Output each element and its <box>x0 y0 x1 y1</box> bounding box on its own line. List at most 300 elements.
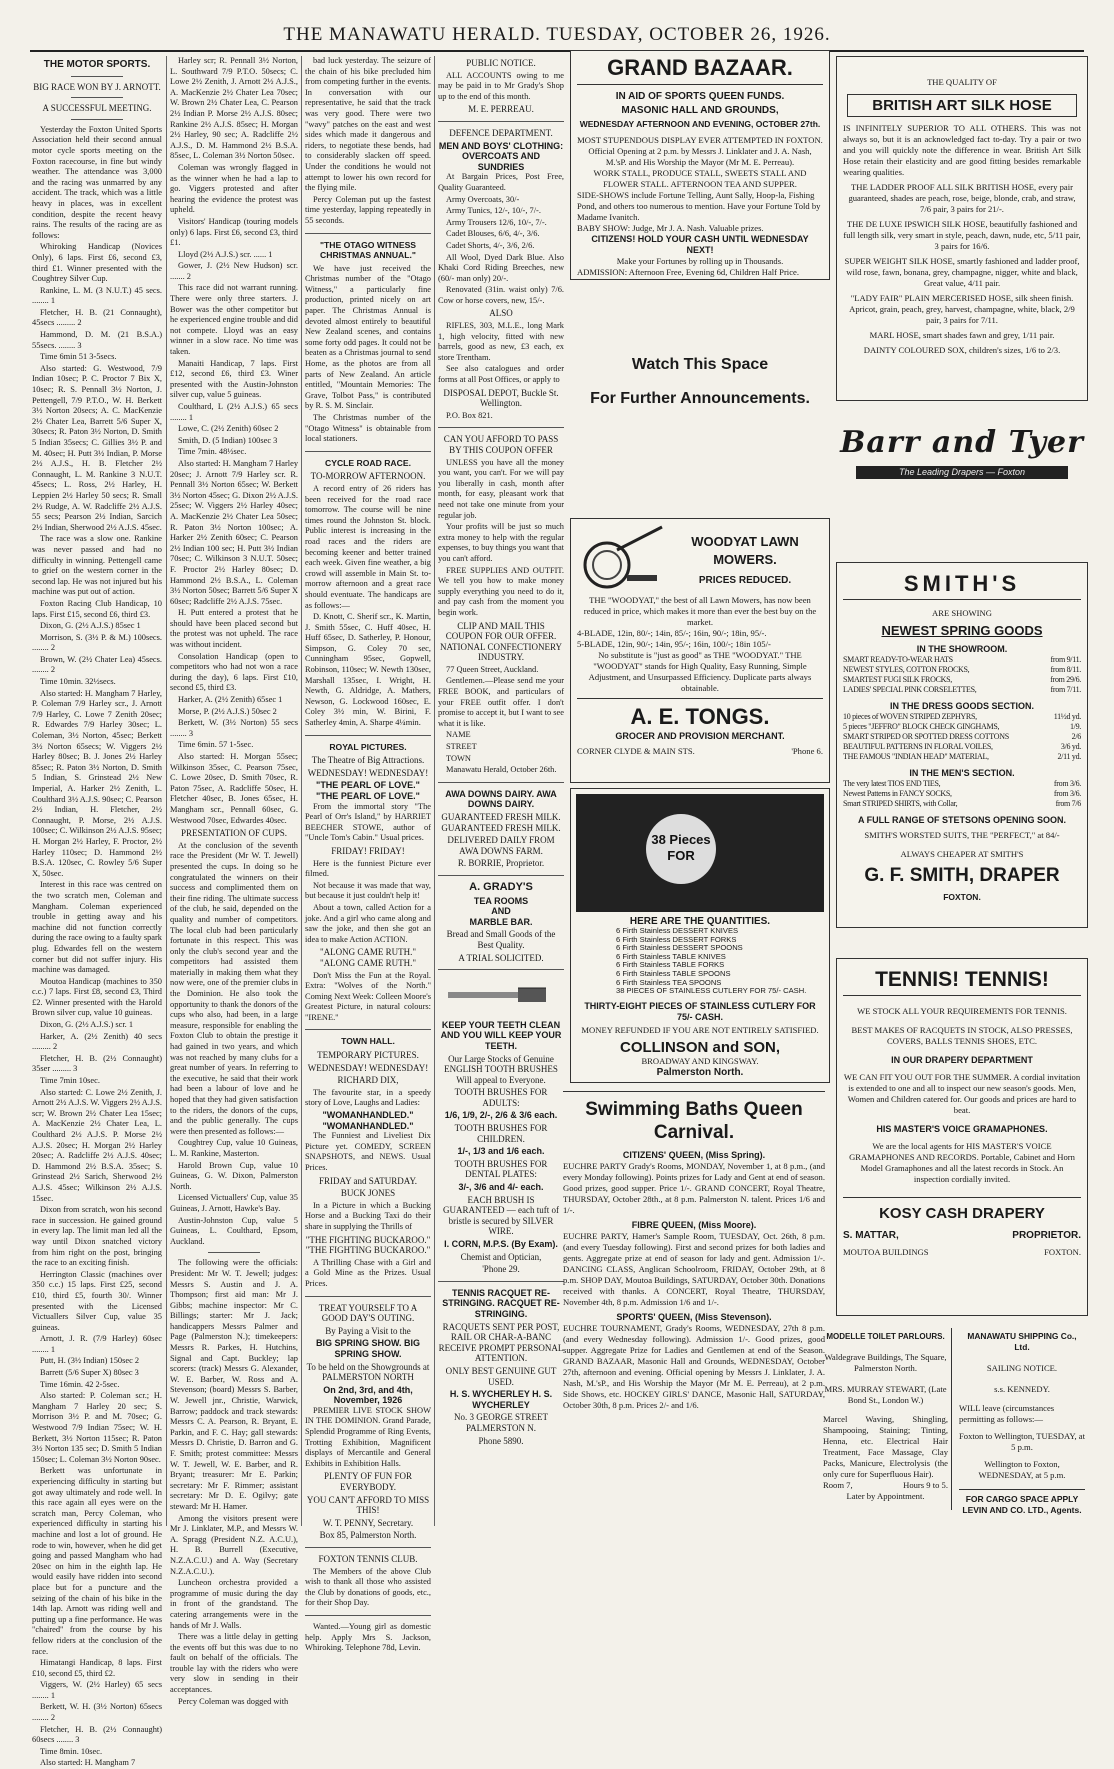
ad-line: SMITH'S WORSTED SUITS, THE "PERFECT," at 84/- <box>864 830 1060 840</box>
item-name: 5 pieces "JEFFRO" BLOCK CHECK GINGHAMS, <box>843 722 1000 731</box>
paragraph: RIFLES, 303, M.L.E., long Mark 1, high velocity, fitted with new barrels, good as new, £3 each, ex store Trentham. <box>438 321 564 362</box>
result-line: Viggers, W. (2½ Harley) 65 secs ........ 1 <box>32 1680 162 1700</box>
ad-line: Waldegrave Buildings, The Square, Palmerston North. <box>824 1352 947 1373</box>
time-line: Time 7min. 48½sec. <box>178 447 247 457</box>
time-line: Time 6min. 57 1-5sec. <box>178 740 254 750</box>
ad-body: WORK STALL, PRODUCE STALL, SWEETS STALL AND FLOWER STALL. AFTERNOON TEA AND SUPPER. <box>593 168 807 189</box>
tennis-ad <box>836 958 1088 1316</box>
ad-subheading: TEMPORARY PICTURES. <box>317 1050 419 1061</box>
paragraph: Manaiti Handicap, 7 laps. First £12, second £6, third £3. Winer presented with the Austin-Johnston silver cup, value 5 guineas. <box>170 358 298 400</box>
paragraph: Also started: H. Mangham 7 Harley 20sec; J. Arnott 7/9 Harley scr. R. Pennall 3½ Norton 65sec; W. Berkett 3½ Norton 45sec; G. Dixon 2½ A.J.S. 25sec; W. Viggers 2½ Harley 40sec; A. MacKenzie 2½ Chater Lea 50sec; R. Paton 3½ Norton 100sec; A. Harker 2½ Zenith 60sec; C. Pearson 2½ Indian 100 sec; H. Putt 3½ Indian 70sec; C. Wilkinson 3 N.U.T. 50sec; F. Proctor 2½ Harley 80sec; D. Hammond 2½ B.S.A., L. Coleman 3½ Norton 50sec; Barrett 5/6 Super X 60sec; Radcliffe 2½ A.J.S. 75sec. <box>170 458 299 606</box>
ad-body: THE "WOODYAT," the best of all Lawn Mowers, has now been reduced in price, which makes it more than ever the best buy on the market. <box>583 595 817 627</box>
ad-line: Box 85, Palmerston North. <box>319 1530 417 1541</box>
paragraph: P.O. Box 821. <box>446 410 493 420</box>
ad-line: Room 7, <box>823 1480 853 1490</box>
ad-line: PLENTY OF FUN FOR EVERYBODY. <box>324 1471 412 1493</box>
ad-line: FOXTON. <box>943 892 981 902</box>
result-line: Rankine, L. M. (3 N.U.T.) 45 secs. ........ 1 <box>32 285 162 306</box>
item-price: from 9/11. <box>1050 655 1081 664</box>
carnival-ad <box>558 1086 830 1504</box>
film-title: "ALONG CAME RUTH." "ALONG CAME RUTH." <box>319 947 417 968</box>
ad-line: MOUTOA BUILDINGS <box>843 1247 929 1257</box>
quantity-line: 6 Firth Stainless DESSERT SPOONS <box>616 943 743 953</box>
store-name: A. E. TONGS. <box>630 704 770 729</box>
divider <box>305 451 431 452</box>
film-title: "THE FIGHTING BUCKAROO." "THE FIGHTING BUCKAROO." <box>305 1234 431 1256</box>
ad-heading: TOWN HALL. <box>341 1036 395 1047</box>
paragraph: Renovated (31in. waist only) 7/6. Cow or horse covers, new, 15/-. <box>438 285 564 305</box>
column-news <box>305 56 431 1653</box>
result-line: Hammond, D. M. (21 B.S.A.) 55secs. ........ 3 <box>32 330 162 350</box>
paragraph: All Wool, Dyed Dark Blue. Also Khaki Cord Riding Breeches, new (60/- man only) 20/-. <box>438 252 564 283</box>
ad-body: MOST STUPENDOUS DISPLAY EVER ATTEMPTED IN FOXTON. Official Opening at 2 p.m. by Messrs J. Linklater and J. A. Nash, M.'sP. and His Worship the Mayor (Mr M. E. Perreau). <box>577 135 823 167</box>
ad-line: For Further Announcements. <box>590 390 810 407</box>
paragraph: About a town, called Action for a joke. And a girl who came along and saw the joke, and then she got an idea to make Action ACTION. <box>305 902 431 944</box>
item-name: BEAUTIFUL PATTERNS IN FLORAL VOILES, <box>843 742 993 751</box>
ad-line: I. CORN, M.P.S. (By Exam). <box>444 1239 558 1249</box>
ad-line: WEDNESDAY! WEDNESDAY! <box>307 767 429 778</box>
ad-line: EACH BRUSH IS GUARANTEED — each tuft of bristle is secured by SILVER WIRE. <box>443 1194 559 1237</box>
ad-line: 'Phone 29. <box>482 1264 520 1275</box>
result-line: Lowe, C. (2½ Zenith) 60sec 2 <box>178 424 279 434</box>
divider <box>305 233 431 234</box>
item-price: 2/6 <box>1071 732 1081 741</box>
ad-line: H. S. WYCHERLEY H. S. WYCHERLEY <box>449 1389 553 1410</box>
price-line: 1/-, 1/3 and 1/6 each. <box>457 1146 545 1157</box>
cutlery-illustration <box>576 794 824 912</box>
time-line: Time 7min 10sec. <box>40 1076 100 1086</box>
ad-line: FRIDAY! FRIDAY! <box>331 845 405 856</box>
ad-body: DAINTY COLOURED SOX, children's sizes, 1/6 to 2/3. <box>863 345 1061 355</box>
item-name: Smart STRIPED SHIRTS, with Collar, <box>843 799 958 808</box>
paragraph: Interest in this race was centred on the two scratch men, Coleman and Mangham. Coleman experienced trouble in getting away and his machine did not function correctly during the race owing to a faulty spark plug. Edwardes fell on the western corner but did not suffer injury. His machine was damaged. <box>32 880 162 975</box>
column-motor-sports <box>32 56 162 1768</box>
ad-body: SIDE-SHOWS include Fortune Telling, Aunt Sally, Hoop-la, Fishing Pond, and others too numerous to mention. Have your Fortune Told by Madame Ivanitch. <box>577 190 821 222</box>
ad-line: YOU CAN'T AFFORD TO MISS THIS! <box>306 1494 430 1516</box>
paragraph: Also started: H. Morgan 55sec; Wilkinson 35sec, C. Pearson 75sec, C. Lowe 20sec, D. Smith 70sec, R. Paton 75sec, A. Radcliffe 50sec, H. Fletcher 40sec, B. Jones 65sec, H. Mangham scr., Pennall 60sec, G. Westwood 70sec, Edwardes 40sec. <box>170 752 298 825</box>
ad-line: TOOTH BRUSHES FOR CHILDREN. <box>454 1123 548 1144</box>
paragraph: PREMIER LIVE STOCK SHOW IN THE DOMINION. Grand Parade, Splendid Programme of Ring Events, Trotting Exhibition, Magnificent displays of Mercantile and General Exhibits in Exhibition Halls. <box>305 1405 431 1468</box>
ad-body: 4-BLADE, 12in, 80/-; 14in, 85/-; 16in, 90/-; 18in, 95/-. <box>577 628 767 638</box>
column-ads-small <box>438 56 564 1526</box>
paragraph: At Bargain Prices, Post Free, Quality Guaranteed. <box>438 172 564 192</box>
result-line: Brown, W. (2½ Chater Lea) 45secs. ........ 2 <box>32 654 162 675</box>
grand-bazaar-ad <box>570 50 830 280</box>
paragraph: Also started: G. Westwood, 7/9 Indian 10sec; P. C. Proctor 7 Bix X, 10sec; R. S. Pennall 3½ Norton, J. Pettengell, 7/9 P.T.O., W. H. Berkett 3½ Norton 20secs; A. C. MacKenzie 2½ Chater Lea, Barrett 5/6 Super X, 30secs; R. Paton 3½ Norton, D. Smith 5 Indian 35secs; C. Gillies 3½ P. and M. 40sec; H. Putt 3½ Indian, P. Morse 2½ A.J.S., H. B. Fletcher 2½ Connaught, L. M. Rankine 3 N.U.T. 45secs; L. Ross, 2½ Harley, H. Leppien 2½ Harley 50 secs; R. Small 2½ Rudge, A. W. Radcliffe 2½ A.J.S. 55 secs; Pearson 2½ Indian, Sarcich 2½ Indian, Sherwood 2½ A.J.S. 45sec. <box>32 363 162 532</box>
section-heading: PRESENTATION OF CUPS. <box>180 828 288 839</box>
time-line: Time 8min. 10sec. <box>40 1746 103 1756</box>
result-line: Dixon, G. (2½ A.J.S.) scr. 1 <box>40 1020 134 1030</box>
section-heading: IN THE DRESS GOODS SECTION. <box>889 701 1035 711</box>
ad-line: HERE ARE THE QUANTITIES. <box>629 916 771 927</box>
paragraph: Also started: P. Coleman scr.; H. Mangham 7 Harley 20 sec; S. Morrison 3½ P. and M. 70sec; G. Westwood 7/9 Indian 75sec; W. H. Berkett, 3½ Norton 115sec; R. Paton 3½ Norton 135 sec; D. Smith 5 Indian 150sec; L. Coleman 3½ Norton 90sec. <box>32 1391 162 1464</box>
section-heading: IN THE MEN'S SECTION. <box>909 768 1015 778</box>
ad-body: MONEY REFUNDED IF YOU ARE NOT ENTIRELY SATISFIED. <box>581 1024 819 1035</box>
result-line: Arnott, J. R. (7/9 Harley) 60sec ........ 1 <box>32 1334 162 1354</box>
ad-heading: ROYAL PICTURES. <box>329 741 407 752</box>
paragraph: Austin-Johnston Cup, value 5 Guineas, L. Coulthard, Epsom, Auckland. <box>170 1215 298 1246</box>
item-price: from 3/6. <box>1053 779 1081 788</box>
paragraph: H. Putt entered a protest that he should have been placed second but the protest was not upheld. The race was without incident. <box>170 608 298 650</box>
coupon-field: STREET <box>446 742 477 752</box>
divider <box>438 782 564 783</box>
paragraph: FREE SUPPLIES AND OUTFIT. We tell you how to make money supply everything you need to do it, and pay cash from the moment you begin work. <box>438 565 564 617</box>
article-heading: "THE OTAGO WITNESS CHRISTMAS ANNUAL." <box>319 239 417 261</box>
ad-body: No substitute is "just as good" as THE "WOODYAT." THE "WOODYAT" stands for High Quality, Easy Running, Simple Adjustment, and Unsurpassed Efficiency. Duplicate parts always obtainable. <box>588 650 812 693</box>
item-name: SMART READY-TO-WEAR HATS <box>843 655 953 664</box>
divider <box>438 427 564 428</box>
paragraph: Coleman was wrongly flagged in as the winner when he had a lap to go. Viggers protested and after hearing the evidence the protest was upheld. <box>170 162 298 215</box>
notice-heading: FOXTON TENNIS CLUB. <box>318 1554 418 1564</box>
ad-title: A. GRADY'S <box>469 880 533 893</box>
item-name: LADIES' SPECIAL PINK CORSELETTES, <box>843 685 977 694</box>
result-line: Harker, A. (2½ Zenith) 40 secs ......... 2 <box>32 1031 162 1052</box>
ad-line: IN AID OF SPORTS QUEEN FUNDS. <box>615 91 785 102</box>
queen-heading: SPORTS' QUEEN, (Miss Stevenson). <box>616 1312 772 1322</box>
ad-line: Chemist and Optician, <box>460 1251 542 1262</box>
smiths-ad <box>836 562 1088 928</box>
divider <box>71 76 123 77</box>
paragraph: The Funniest and Liveliest Dix Picture yet. COMEDY, SCREEN SNAPSHOTS, and NEWS. Usual Prices. <box>305 1131 431 1172</box>
paragraph: Percy Coleman put up the fastest time yesterday, lapping repeatedly in 55 seconds. <box>305 194 431 225</box>
masthead <box>0 0 1114 44</box>
result-line: Fletcher, H. B. (2½ Connaught) 35ser ......... 3 <box>32 1053 162 1074</box>
item-name: THE FAMOUS "INDIAN HEAD" MATERIAL, <box>843 752 989 761</box>
ad-body: MARL HOSE, smart shades fawn and grey, 1/11 pair. <box>869 330 1055 340</box>
paragraph: bad luck yesterday. The seizure of the chain of his bike precluded him from competing further in the events. In conversation with our representative, he said that the track was very good. There were two "wavy" patches on the east and west sides which made it dangerous and riders, to negotiate these bends, had to considerably slacken off speed. Under the conditions he would not attempt to lower his own record for the flying mile. <box>305 56 431 193</box>
ad-line: MRS. MURRAY STEWART, (Late Bond St., London W.) <box>824 1384 947 1405</box>
item-price: 3/6 yd. <box>1060 742 1081 751</box>
cutlery-ad <box>570 788 830 1083</box>
price-line: Army Trousers 12/6, 10/-, 7/-. <box>446 217 547 227</box>
divider <box>305 1615 431 1616</box>
column-rule <box>166 56 167 1526</box>
paragraph: The race was a slow one. Rankine was never passed and had no difficulty in winning. Pettengell came to grief on the western corner in the second lap. He was not injured but his machine was put out of action. <box>32 534 162 597</box>
ad-line: s.s. KENNEDY. <box>994 1384 1050 1394</box>
ad-line: 'Phone 6. <box>791 746 823 756</box>
ad-body: 5-BLADE, 12in, 90/-; 14in, 95/-; 16in, 100/-; 18in 105/- <box>577 639 771 649</box>
paragraph: At the conclusion of the seventh race the President (Mr W. T. Jewell) presented the cups. In doing so he congratulated the winners on their success and complimented them on their fine riding. The ultimate success of the club, he said, depended on the quality and number of competitors. The local club had been particularly fortunate in this respect. This was only the club's second year and the competitors had assisted them materially in making them what they now were, one of the premier clubs in the Dominion. He also took the opportunity to thank the donors of the cups who also, had been, in a large measure, responsible for enabling the Foxton Club to obtain the prestige it had gained in two years, and which was not reached by many clubs for a great number of years. In referring to the executive, he said that their work had been a labour of love and he hoped that they had given satisfaction to the riders, the donors of the cups, and the public generally. The cups were then presented as follows:— <box>170 840 298 1136</box>
article-subheading: BIG RACE WON BY J. ARNOTT. <box>33 81 161 92</box>
ad-line: CITIZENS! HOLD YOUR CASH UNTIL WEDNESDAY NEXT! <box>591 234 809 255</box>
item-price: 11½d yd. <box>1053 712 1081 721</box>
ad-line: WEDNESDAY AFTERNOON AND EVENING, OCTOBER 27th. <box>579 119 821 129</box>
ad-line: Watch This Space <box>631 356 769 373</box>
ad-title: KEEP YOUR TEETH CLEAN AND YOU WILL KEEP YOUR TEETH. <box>440 1019 562 1051</box>
toothbrush-illustration <box>438 976 558 1016</box>
ad-line: CLIP AND MAIL THIS COUPON FOR OUR OFFER. NATIONAL CONFECTIONERY INDUSTRY. <box>440 620 562 663</box>
divider <box>305 735 431 736</box>
paragraph: Licensed Victuallers' Cup, value 35 Guineas, J. Arnott, Hawke's Bay. <box>170 1193 298 1213</box>
divider <box>438 121 564 122</box>
paragraph: Visitors' Handicap (touring models only) 6 laps. First £6, second £3, third £1. <box>170 216 298 248</box>
item-name: The very latest TIOS END TIES, <box>843 779 941 788</box>
item-name: Newest Patterns in FANCY SOCKS, <box>843 789 952 798</box>
item-name: NEWEST STYLES, COTTON FROCKS, <box>843 665 970 674</box>
result-line: Gower, J. (2½ New Hudson) scr. ....... 2 <box>170 261 298 281</box>
ad-line: R. BORRIE, Proprietor. <box>457 858 545 869</box>
divider <box>305 1029 431 1030</box>
ad-body: BABY SHOW: Judge, Mr J. A. Nash. Valuable prizes. <box>577 223 764 233</box>
queen-heading: FIBRE QUEEN, (Miss Moore). <box>631 1220 757 1230</box>
ad-body: IS INFINITELY SUPERIOR TO ALL OTHERS. This was not always so, but it is an acknowledged fact to-day. Try a pair or two and you will quickly note the difference in wear. British Art Silk Hose retain their elasticity and are good fitting besides remarkable wearing qualities. <box>843 123 1081 177</box>
item-price: from 29/6. <box>1050 675 1081 684</box>
paragraph: Moutoa Handicap (machines to 350 c.c.) 7 laps. First £8, second £3, Third £2. Winner presented with the Harold Brown silver cup, value 10 guineas. <box>32 976 162 1018</box>
quantity-line: 38 PIECES OF STAINLESS CUTLERY FOR 75/- CASH. <box>616 986 807 996</box>
paragraph: Also started: H. Mangham 7 Harley, P. Coleman 7/9 Harley scr., J. Arnott 7/9 Harley, C. Lowe 7 Zenith 20sec; R. Edwardes 7/9 Harley 30sec; L. Coleman, 3½ Norton, 45sec; Berkett 3½ Norton 65secs; W. Viggers 2½ Harley 80sec; B. J. Jones 2½ Harley 85sec; R. Paton 3½ Norton, D. Smith 5 Indian, S. Grinstead 2½ New Imperial, A. Harker 2½ Zenith, L. Coulthard 3½ A.J.S. 90sec; C. Pearson 2½ Indian, H. Fletcher, 2½ Connaught, P. Morse, 2½ A.J.S. 100sec; C. Wilkinson 2½ A.J.S. 95sec; H. Morgan 2½ Harley, F. Proctor, 2½ Harley 110sec; D. Hammond 2½ B.S.A. 120sec, C. Rowley 5/6 Super X, 50sec. <box>32 688 162 878</box>
modelle-ad <box>820 1328 952 1510</box>
silk-hose-ad <box>836 56 1088 401</box>
section-heading: IN OUR DRAPERY DEPARTMENT <box>891 1055 1033 1065</box>
ad-line: ALSO <box>489 308 513 319</box>
quantity-line: 6 Firth Stainless DESSERT FORKS <box>616 934 737 944</box>
ad-line: GROCER AND PROVISION MERCHANT. <box>615 731 785 741</box>
result-line: Morrison, S. (3½ P. & M.) 100secs. ........ 2 <box>32 632 162 653</box>
paragraph: ALL ACCOUNTS owing to me may be paid in to Mr Grady's Shop up to the end of this month. <box>438 70 564 101</box>
ad-heading: CAN YOU AFFORD TO PASS BY THIS COUPON OFFER <box>443 434 559 455</box>
quantity-line: 6 Firth Stainless DESSERT KNIVES <box>616 926 739 935</box>
paragraph: From the immortal story "The Pearl of Orr's Island," by HARRIET BEECHER STOWE, author of "Uncle Tom's Cabin." Usual prices. <box>305 801 431 843</box>
ad-title: MANAWATU SHIPPING Co., Ltd. <box>967 1331 1077 1352</box>
column-motor-sports-cont <box>170 56 299 1706</box>
paragraph: Harold Brown Cup, value 10 Guineas, G. W. Dixon, Palmerston North. <box>170 1160 298 1191</box>
ad-line: THE QUALITY OF <box>927 77 997 87</box>
paragraph: Herrington Classic (machines over 350 c.c.) 15 laps. First £25, second £10, third £5, fourth 30/. Winner presented with the Licensed Victuallers Silver Cup, value 35 guineas. <box>32 1269 162 1332</box>
ad-line: BUCK JONES <box>340 1188 396 1199</box>
section-heading: HIS MASTER'S VOICE GRAMAPHONES. <box>876 1124 1048 1134</box>
classified-ad: Wanted.—Young girl as domestic help. Apply Mrs S. Jackson, Whiroking. Telephone 78d, Levin. <box>305 1621 431 1653</box>
result-line: Fletcher, H. B. (2½ Connaught) 60secs ........ 3 <box>32 1724 162 1745</box>
ad-line: Later by Appointment. <box>846 1491 925 1501</box>
paragraph: A Thrilling Chase with a Girl and a Gold Mine as the Prizes. Usual Prices. <box>305 1257 431 1288</box>
shipping-ad <box>956 1328 1088 1515</box>
paragraph: This race did not warrant running. There were only three starters. J. Bower was the other competitor but he experienced engine trouble and did not compete. Lloyd was an easy winner in a slow race. No time was taken. <box>170 283 298 357</box>
coupon-field: TOWN <box>446 753 471 763</box>
item-name: 10 pieces of WOVEN STRIPED ZEPHYRS, <box>843 712 977 721</box>
ad-line: To be held on the Showgrounds at PALMERSTON NORTH <box>306 1361 430 1383</box>
paragraph: The favourite star, in a speedy story of Love, Laughs and Ladies: <box>305 1087 431 1108</box>
ad-body: THE DE LUXE IPSWICH SILK HOSE, beautifully fashioned and full length silk, very smart in style, peach, dawn, nude, etc, 5/11 pair, 3 pairs for 16/6. <box>843 219 1081 251</box>
ad-line: By Paying a Visit to the <box>325 1325 411 1336</box>
paragraph: A record entry of 26 riders has been received for the road race tomorrow. The course will be nine times round the Johnston St. block. Public interest is increasing in the road races and the riders are becoming keener and better trained each week. Given fine weather, a big crowd will assemble in Main St. to-morrow afternoon and a great race should eventuate. The handicaps are as follows:— <box>305 483 431 610</box>
ad-title: WOODYAT LAWN MOWERS. <box>691 534 799 567</box>
paragraph: Dixon from scratch, won his second race in succession. He gained ground in every lap. The limit man led all the way until Dixon snatched victory from him right on the post, bringing the race to an exciting finish. <box>32 1205 162 1268</box>
ad-body: ADMISSION: Afternoon Free, Evening 6d, Children Half Price. <box>577 267 799 277</box>
paragraph: The Members of the above Club wish to thank all those who assisted the Club by donations of goods, etc., for their Shop Day. <box>305 1566 431 1608</box>
item-price: 1/9. <box>1069 722 1081 731</box>
signature: M. E. PERREAU. <box>468 104 534 115</box>
ad-title: BIG SPRING SHOW. BIG SPRING SHOW. <box>315 1338 420 1359</box>
paragraph: Manawatu Herald, October 26th. <box>446 765 557 775</box>
price-line: 1/6, 1/9, 2/-, 2/6 & 3/6 each. <box>444 1110 558 1121</box>
ad-title: TENNIS! TENNIS! <box>843 965 1081 996</box>
ad-line: S. MATTAR, <box>843 1230 899 1241</box>
paragraph: 77 Queen Street, Auckland. <box>446 664 539 674</box>
paragraph: Luncheon orchestra provided a programme of music during the day in front of the grandstand. The catering arrangements were in the hands of Mr J. Walls. <box>170 1578 298 1630</box>
divider <box>208 1252 259 1253</box>
ad-heading: DEFENCE DEPARTMENT. <box>449 127 553 138</box>
result-line: Barrett (5/6 Super X) 80sec 3 <box>40 1368 139 1378</box>
paragraph: Himatangi Handicap, 8 laps. First £10, second £5, third £2. <box>32 1658 162 1678</box>
ad-line: THIRTY-EIGHT PIECES OF STAINLESS CUTLERY FOR 75/- CASH. <box>584 1000 816 1022</box>
paragraph: Also started: C. Lowe 2½ Zenith, J. Arnott 2½ A.J.S. W. Viggers 2½ A.J.S. scr; W. Brown 2½ Chater Lea 15sec; A. MacKenzie 2½ Chater Lea, L. Coulthard 2½ A.J.S. P. Morse 2½ A.J.S. 20sec; H. Morgan 2½ Harley 20sec; A. Radcliffe 2½ A.J.S. 40sec; D. Hammond 2½ B.S.A. 35sec; S. Grinstead 2½ Sarich, Sherwood 2½ A.J.S. 45sec; Wilkinson 2½ A.J.S. 15sec. <box>32 1087 162 1203</box>
paragraph: We have just received the Christmas number of the "Otago Witness," a particularly fine production, printed nicely on art paper. The Christmas Annual is devoted almost entirely to beautiful New Zealand scenes, and contains some forty odd pages. It could not be beaten as a Christmas journal to send Home, as the photos are from all parts of New Zealand. An article entitled, "Mountain Memories: The Grave, Tolbot Pass," is contributed by R. S. M. Sinclair. <box>305 263 431 411</box>
paragraph: See also catalogues and order forms at all Post Offices, or apply to <box>438 364 564 385</box>
ad-body: SUPER WEIGHT SILK HOSE, smartly fashioned and ladder proof, wild rose, fawn, bonana, grey, champagne, nigger, white and black, Great value, 4/11 pair. <box>844 256 1080 288</box>
logo-script: Barr and Tyer <box>840 425 1084 460</box>
ad-line: FOXTON. <box>1044 1247 1081 1257</box>
ad-title: TENNIS RACQUET RE-STRINGING. RACQUET RE-STRINGING. <box>442 1287 560 1319</box>
ad-body: BEST MAKES OF RACQUETS IN STOCK, ALSO PRESSES, COVERS, BALLS TENNIS SHOES, ETC. <box>851 1025 1073 1046</box>
watch-space-ad <box>570 284 830 514</box>
ad-heading: TREAT YOURSELF TO A GOOD DAY'S OUTING. <box>318 1302 418 1324</box>
paragraph: Berkett was unfortunate in experiencing difficulty in starting but got away ultimately and rode well. In this race again all eyes were on the scratch man, Percy Coleman, who experienced difficulty in starting his machine and lost a lot of ground. He rode to win, however, when he did get going and passed Mangham who had 20sec on him in the eighth lap. He would easily have ridden into second place but for a puncture and the seizing of the chain of his bike in the 14th lap. Arnott was riding well and putting up a fine performance. He was "chaired" from the course by his fellow riders at the conclusion of the race. <box>32 1466 162 1656</box>
ad-line: RICHARD DIX, <box>337 1075 399 1086</box>
paragraph: The Christmas number of the "Otago Witness" is obtainable from local stationers. <box>305 413 431 444</box>
paragraph: Percy Coleman was dogged with <box>178 1696 289 1706</box>
price-line: Cadet Blouses, 6/6, 4/-, 3/6. <box>446 229 540 239</box>
ad-body: THE LADDER PROOF ALL SILK BRITISH HOSE, every pair guaranteed, shades are peach, rose, beige, blonde, crab, and straw, 7/6 pair, 3 pairs for 21/-. <box>848 182 1076 214</box>
item-price: from 8/11. <box>1050 665 1081 674</box>
ad-title: MEN AND BOYS' CLOTHING: OVERCOATS AND SUNDRIES <box>438 140 564 172</box>
paragraph: Here is the funniest Picture ever filmed. <box>305 858 431 879</box>
paragraph: Also started: H. Mangham 7 <box>40 1758 136 1768</box>
lawn-mower-illustration <box>577 525 667 595</box>
paragraph: Among the visitors present were Mr J. Linklater, M.P., and Messrs W. A. Spragg (President N.Z. A.C.U.), H. B. Burrell (Executive, N.Z.A.C.U.) and A. Way (Secretary N.Z.A.C.U.). <box>170 1513 298 1576</box>
store-name: G. F. SMITH, DRAPER <box>864 865 1060 886</box>
ad-title: MODELLE TOILET PARLOURS. <box>826 1332 945 1341</box>
quantity-line: 6 Firth Stainless TABLE FORKS <box>616 960 725 970</box>
film-title: "THE PEARL OF LOVE." "THE PEARL OF LOVE." <box>316 780 420 801</box>
paragraph: Gentlemen.—Please send me your FREE BOOK, and particulars of your FREE outfit offer. I don't promise to accept it, but I want to see what it is like. <box>438 676 564 728</box>
quantity-line: 6 Firth Stainless TABLE SPOONS <box>616 968 731 978</box>
ad-line: TOOTH BRUSHES FOR ADULTS: <box>454 1087 548 1108</box>
ad-body: Foxton to Wellington, TUESDAY, at 5 p.m. <box>959 1431 1086 1452</box>
item-price: from 7/6 <box>1055 799 1081 808</box>
ad-body: EUCHRE TOURNAMENT, Grady's Rooms, WEDNESDAY, 27th 8 p.m. (and every Wednesday following). Admission 1/-. Good prizes, good supper. Aggregate Prize for Ladies and Gentlemen at end of the Season. GRAND BAZAAR, Masonic Hall and Grounds, WEDNESDAY, October 27th, afternoon and evening. Official opening by Messrs J. Linklater, J. A. Nash, M.'sP., and His Worship the Mayor (Mr M. E. Perreau), at 2 p.m. Side Shows, etc. HOCKEY GIRLS' DANCE, Masonic Hall, SATURDAY, October 30th, 8 p.m. Prices 2/- and 1/6. <box>563 1323 825 1410</box>
store-name: COLLINSON and SON, <box>619 1038 780 1056</box>
ad-line: TOOTH BRUSHES FOR DENTAL PLATES: <box>454 1158 548 1180</box>
ad-title: AWA DOWNS DAIRY. AWA DOWNS DAIRY. <box>445 788 557 810</box>
result-line: Lloyd (2½ A.J.S.) scr. ...... 1 <box>178 249 273 259</box>
ad-line: WEDNESDAY! WEDNESDAY! <box>307 1062 429 1073</box>
item-price: from 3/6. <box>1053 789 1081 798</box>
ad-body: WILL leave (circumstances permitting as follows:— <box>959 1403 1055 1424</box>
logo-tagline: The Leading Drapers — Foxton <box>856 466 1068 479</box>
item-name: SMART STRIPED OR SPOTTED DRESS COTTONS <box>843 732 1009 741</box>
ad-line: Hours 9 to 5. <box>903 1480 948 1490</box>
result-line: Berkett, W. (3½ Norton) 55 secs ........ 3 <box>170 718 298 738</box>
ad-line: CORNER CLYDE & MAIN STS. <box>577 746 695 756</box>
ad-line: GUARANTEED FRESH MILK. GUARANTEED FRESH MILK. <box>441 812 561 833</box>
ad-line: PROPRIETOR. <box>1012 1230 1081 1241</box>
paragraph: In a Picture in which a Bucking Horse and a Bucking Taxi do their share in supplying the Thrills of <box>305 1200 431 1231</box>
price-line: 3/-, 3/6 and 4/- each. <box>458 1182 544 1193</box>
ad-body: Marcel Waving, Shingling, Shampooing, Staining; Tinting, Henna, etc. Electrical Hair Treatment, Face Massage, Clay Packs, Manicure, Electrolysis (the only cure for Superfluous Hair). <box>823 1414 948 1479</box>
divider <box>305 1296 431 1297</box>
section-heading: IN THE SHOWROOM. <box>916 644 1008 654</box>
result-line: Morse, P. (2½ A.J.S.) 50sec 2 <box>178 706 277 716</box>
paragraph: Harley scr; R. Pennall 3½ Norton, L. Southward 7/9 P.T.O. 50secs; C. Lowe 2½ Zenith, J. Arnott 2½ A.J.S., A. MacKenzie 2½ Chater Lea 70sec; W. Brown 2½ Chater Lea, C. Pearson 2½ Indian P. Morse 2½ A.J.S. 80sec; Rankine 2½ A.J.S. 85sec; H. Morgan 2½ Harley, 90 sec; A. Radcliffe 2½ A.J.S., D. M. Hammond 2½ B.S.A. 85sec, L. Coleman 3½ Norton 50sec. <box>170 56 298 161</box>
paragraph: Whiroking Handicap (Novices Only), 6 laps. First £6, second £3, third £1. Winner presented with the Coughtrey Silver Cup. <box>32 242 162 284</box>
divider <box>438 875 564 876</box>
divider <box>71 97 123 98</box>
ad-line: DISPOSAL DEPOT, Buckle St. Wellington. <box>443 387 559 409</box>
article-subheading: TO-MORROW AFTERNOON. <box>310 471 426 482</box>
ad-line: BROADWAY AND KINGSWAY. <box>641 1055 759 1066</box>
ad-line: A TRIAL SOLICITED. <box>458 952 544 963</box>
ad-line: AND <box>491 906 511 917</box>
paragraph: Not because it was made that way, but because it just couldn't help it! <box>305 880 431 901</box>
price-line: Cadet Shorts, 4/-, 3/6, 2/6. <box>446 240 535 250</box>
result-line: Harker, A. (2½ Zenith) 65sec 1 <box>178 695 283 705</box>
divider <box>71 119 123 120</box>
ad-line: PRICES REDUCED. <box>698 575 792 586</box>
paragraph: The following were the officials: President: Mr W. T. Jewell; judges: Messrs S. Austin and J. A. Thompson; first aid man: Mr J. Gibbs; machine inspector: Mr C. Billings; starter: Mr J. Jack; handicappers Messrs Palmer and Page (Palmerston N.); timekeepers: Messrs R. Parkes, H. Hutchins, Signal and Capt. Buckley; lap scorers: (track) Messrs G. Alexander, W. E. Barber, W. Ross and A. Stevenson; (board) Messrs S. Barber, W. Jewell jnr., Christie, Warwick, Barrow; paddock and track stewards: Messrs C. A. Pearson, R. Bryant, E. Parkin, and F. C. Hay; gall stewards: Messrs D. Christie, D. Barron and G. F. Smith; protest committee: Messrs W. T. Jewell, W. E. Barber, and R. Bryant; treasurer: Mr E. Parkin; secretary: Mr F. Rimmer; assistant secretary: Mr D. E. Ogilvy; gate steward: Mr H. Hamer. <box>170 1258 298 1511</box>
paragraph: Yesterday the Foxton United Sports Association held their second annual motor cycle sports meeting on the Foxton racecourse, in fine but windy weather. The attendance was 3,000 and the racing was unmarred by any accident. The track, which was a little heavy in places, was in excellent condition, despite the recent heavy rains. The results of the racing are as follows: <box>32 124 162 240</box>
ad-line: W. T. PENNY, Secretary. <box>322 1517 414 1528</box>
time-line: Time 10min. 32½secs. <box>40 677 116 687</box>
barr-tyer-logo <box>836 412 1088 504</box>
ad-line: MARBLE BAR. <box>469 916 533 927</box>
item-price: from 7/11. <box>1050 685 1081 694</box>
divider <box>438 969 564 970</box>
pieces-badge: 38 Pieces FOR <box>646 814 716 884</box>
paragraph: Coughtrey Cup, value 10 Guineas, L. M. Rankine, Masterton. <box>170 1138 298 1158</box>
ad-body: "LADY FAIR" PLAIN MERCERISED HOSE, silk sheen finish. Apricot, grain, peach, grey, harvest, champagne, white, black, 2/9 pair, 3 pairs for 7/11. <box>849 293 1075 325</box>
coupon-field: NAME <box>446 730 471 740</box>
ad-line: Our Large Stocks of Genuine ENGLISH TOOTH BRUSHES Will appeal to Everyone. <box>444 1053 558 1085</box>
column-rule <box>434 56 435 1526</box>
ad-body: WE CAN FIT YOU OUT FOR THE SUMMER. A cordial invitation is extended to one and all to inspect our new season's goods. Men, Women and Children catered for. Our goods and prices are hard to beat. <box>843 1072 1081 1115</box>
divider <box>305 1547 431 1548</box>
masthead-title: THE MANAWATU HERALD. TUESDAY, OCTOBER 26, 1926. <box>283 24 831 45</box>
article-subheading: A SUCCESSFUL MEETING. <box>42 103 152 114</box>
ad-line: DELIVERED DAILY FROM AWA DOWNS FARM. <box>447 835 555 856</box>
ad-dates: On 2nd, 3rd, and 4th, November, 1926 <box>323 1384 413 1406</box>
paragraph: D. Knott, C. Sherif scr., K. Martin, J. Smith 55sec, C. Huff 40sec, H. Huff 65sec, D. Satherley, P. Honour, Simpson, G. Coley 70 sec, Cunningham 95sec, Gopwell, Robinson, 110sec; W. Newth 130sec, Marshall 135sec, I. Wright, H. Newth, G. Aldridge, A. Mathers, Newson, G. Lockwood 160sec, E. Coley 3½ min, W. Birini, F. Satherley 4min, A. Sharpe 4¼min. <box>305 612 431 728</box>
ad-title: BRITISH ART SILK HOSE <box>847 94 1077 117</box>
ad-body: Wellington to Foxton, WEDNESDAY, at 5 p.m. <box>978 1459 1066 1480</box>
ad-subtitle: NEWEST SPRING GOODS <box>881 623 1043 638</box>
ad-subheading: The Theatre of Big Attractions. <box>311 755 425 766</box>
ad-line: Palmerston North. <box>656 1066 744 1078</box>
paragraph: Consolation Handicap (open to competitors who had not won a race during the day), 6 laps. First £10, second £5, third £3. <box>170 651 298 693</box>
queen-heading: CITIZENS' QUEEN, (Miss Spring). <box>622 1150 766 1160</box>
paragraph: Your profits will be just so much extra money to help with the regular expenses, to buy things you want that you can't afford. <box>438 522 564 563</box>
result-line: Dixon, G. (2½ A.J.S.) 85sec 1 <box>40 621 141 631</box>
divider <box>438 1281 564 1282</box>
ad-body: We are the local agents for HIS MASTER'S VOICE GRAMAPHONES AND RECORDS. Portable, Cabinet and Horn Model Gramaphones and all the latest records in Stock. An inspection cordially invited. <box>849 1141 1075 1184</box>
ad-line: RACQUETS SENT PER POST, RAIL OR CHAR-A-BANC RECEIVE PROMPT PERSONAL ATTENTION. <box>438 1321 564 1364</box>
ad-body: WE STOCK ALL YOUR REQUIREMENTS FOR TENNIS. <box>857 1006 1067 1016</box>
ad-line: Bread and Small Goods of the Best Quality. <box>446 929 556 950</box>
ad-body: Make your Fortunes by rolling up in Thousands. <box>616 256 784 266</box>
price-line: Army Tunics, 12/-, 10/-, 7/-. <box>446 206 541 216</box>
ad-line: FRIDAY and SATURDAY. <box>318 1175 418 1186</box>
ad-line: TEA ROOMS <box>473 895 529 906</box>
result-line: Putt, H. (3½ Indian) 150sec 2 <box>40 1356 140 1366</box>
result-line: Fletcher, H. B. (21 Connaught), 45secs ......... 2 <box>32 307 162 328</box>
woodyat-mowers-ad <box>570 518 830 783</box>
paragraph: There was a little delay in getting the events off but this was due to no fault on behalf of the officials. The trouble lay with the riders who were very slow in sending in their acceptances. <box>170 1632 298 1695</box>
result-line: Berkett, W. H. (3½ Norton) 65secs ........ 2 <box>32 1702 162 1723</box>
notice-heading: PUBLIC NOTICE. <box>466 58 536 68</box>
ad-line: SAILING NOTICE. <box>986 1363 1058 1373</box>
quantity-line: 6 Firth Stainless TABLE KNIVES <box>616 951 726 961</box>
time-line: Time 6min 51 3-5secs. <box>40 352 117 362</box>
column-rule <box>301 56 302 1526</box>
